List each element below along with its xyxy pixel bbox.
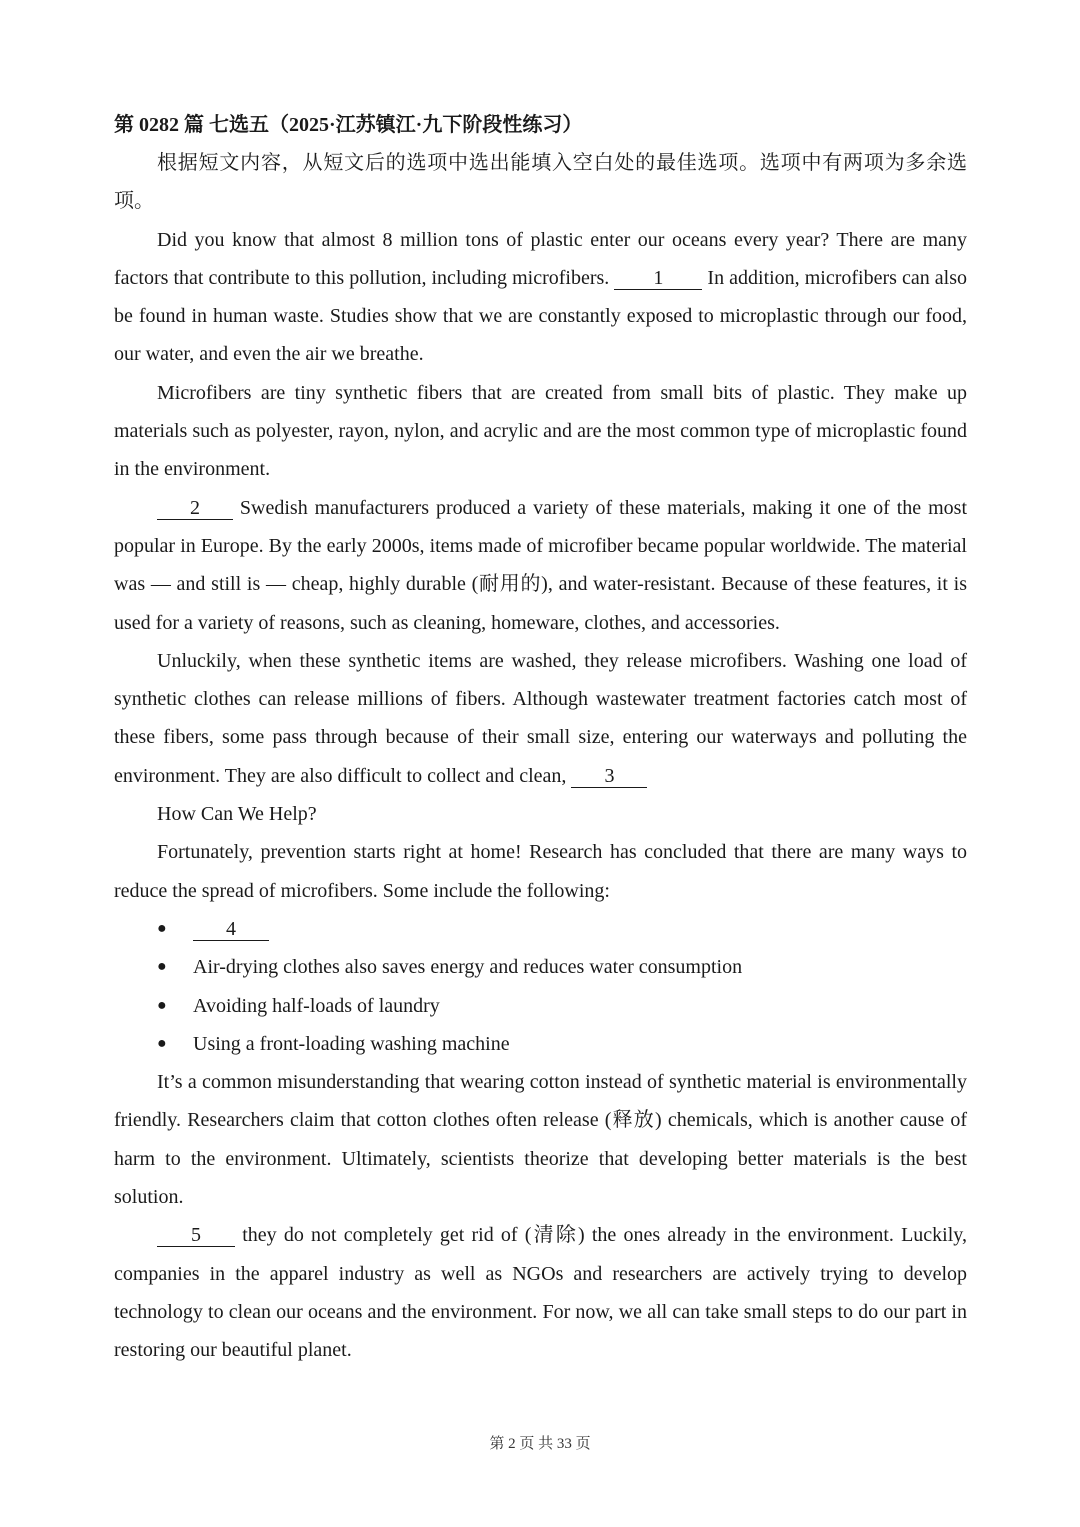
paragraph-1-text-b: In addition, microfibers can also be found in human waste. Studies show that we are constantly exposed to microplastic through our food, our water, and even the air we breathe. (114, 266, 968, 366)
bullet-item-4 (114, 1025, 967, 1063)
blank-5: 5 (157, 1224, 235, 1247)
document-content (114, 106, 967, 1370)
blank-1: 1 (614, 267, 702, 290)
bullet-item-1 (114, 910, 967, 948)
bullet-item-3 (114, 987, 967, 1025)
instruction-paragraph: 根据短文内容，从短文后的选项中选出能填入空白处的最佳选项。选项中有两项为多余选项。 (114, 152, 967, 213)
paragraph-5: Fortunately, prevention starts right at home! Research has concluded that there are many ways to reduce the spread of microfibers. Some include the following: (114, 841, 967, 902)
paragraph-3-text: Swedish manufacturers produced a variety of these materials, making it one of the most popular in Europe. By the early 2000s, items made of microfiber became popular worldwide. The material was — and still is — cheap, highly durable (耐用的), and water-resistant. Because of these features, it is used for a variety of reasons, such as cleaning, homeware, clothes, and accessories. (114, 496, 967, 634)
bullet-text-4: Using a front-loading washing machine (193, 1032, 510, 1055)
paragraph-3 (114, 489, 967, 642)
blank-3: 3 (571, 765, 647, 788)
bullet-icon: ● (157, 919, 167, 937)
paragraph-7 (114, 1216, 967, 1369)
page-footer: 第 2 页 共 33 页 (489, 1436, 591, 1452)
blank-2: 2 (157, 497, 233, 520)
paragraph-4-text: Unluckily, when these synthetic items are washed, they release microfibers. Washing one load of synthetic clothes can release millions of fibers. Although wastewater treatment factories catch most of these fibers, some pass through because of their small size, entering our waterways and polluting the environment. They are also difficult to collect and clean, (114, 649, 967, 787)
paragraph-1-text-a: Did you know that almost 8 million tons of plastic enter our oceans every year? There are many factors that contribute to this pollution, including microfibers. (114, 228, 967, 289)
paragraph-1 (114, 221, 967, 374)
paragraph-6: It’s a common misunderstanding that wearing cotton instead of synthetic material is environmentally friendly. Researchers claim that cotton clothes often release (释放) chemicals, which is another cause of harm to the environment. Ultimately, scientists theorize that developing better materials is the best solution. (114, 1071, 967, 1209)
paragraph-2: Microfibers are tiny synthetic fibers that are created from small bits of plastic. They make up materials such as polyester, rayon, nylon, and acrylic and are the most common type of microplastic found in the environment. (114, 381, 967, 481)
blank-4: 4 (193, 918, 269, 941)
bullet-item-2 (114, 948, 967, 986)
bullet-icon: ● (157, 996, 167, 1014)
bullet-text-3: Avoiding half-loads of laundry (193, 994, 440, 1017)
bullet-text-2: Air-drying clothes also saves energy and reduces water consumption (193, 956, 743, 979)
section-heading: How Can We Help? (157, 803, 317, 826)
paragraph-4 (114, 642, 967, 795)
bullet-icon: ● (157, 1034, 167, 1052)
paragraph-7-text: they do not completely get rid of (清除) the ones already in the environment. Luckily, companies in the apparel industry as well as NGOs and researchers are actively trying to develop technology to clean our oceans and the environment. For now, we all can take small steps to do our part in restoring our beautiful planet. (114, 1224, 967, 1362)
bullet-icon: ● (157, 958, 167, 976)
page-title: 第 0282 篇 七选五（2025·江苏镇江·九下阶段性练习） (114, 114, 583, 136)
